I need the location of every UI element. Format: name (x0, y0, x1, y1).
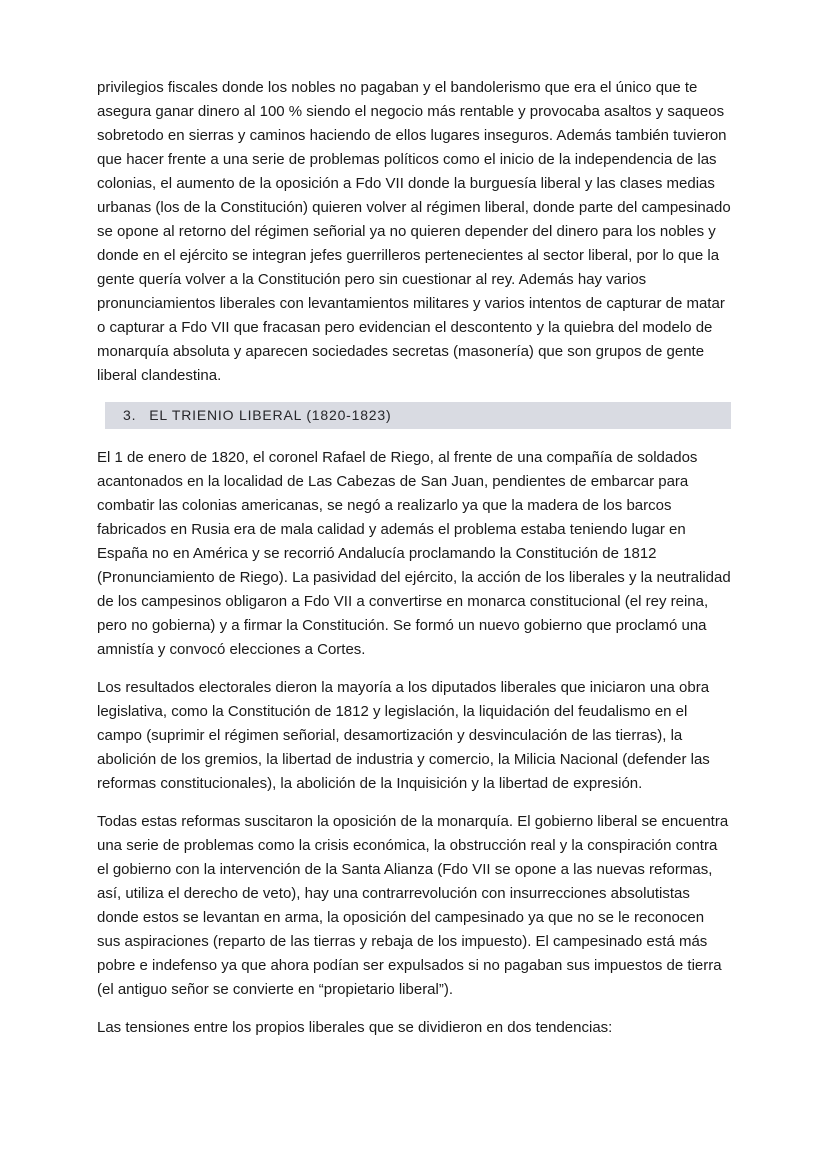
section-heading-number: 3. (123, 407, 137, 423)
paragraph-pronunciamiento-riego: El 1 de enero de 1820, el coronel Rafael de Riego, al frente de una compañía de soldados acantonados en la localidad de Las Cabezas de San Juan, pendientes de embarcar para combatir las colonias americanas, se negó a realizarlo ya que la madera de los barcos fabricados en Rusia era de mala calidad y además el problema estaba teniendo lugar en España no en América y se recorrió Andalucía proclamando la Constitución de 1812 (Pronunciamiento de Riego). La pasividad del ejército, la acción de los liberales y la neutralidad de los campesinos obligaron a Fdo VII a convertirse en monarca constitucional (el rey reina, pero no gobierna) y a firmar la Constitución. Se formó un nuevo gobierno que proclamó una amnistía y convocó elecciones a Cortes. (97, 449, 731, 658)
paragraph-oposicion-monarquia: Todas estas reformas suscitaron la oposición de la monarquía. El gobierno liberal se encuentra una serie de problemas como la crisis económica, la obstrucción real y la conspiración contra el gobierno con la intervención de la Santa Alianza (Fdo VII se opone a las nuevas reformas, así, utiliza el derecho de veto), hay una contrarrevolución con insurrecciones absolutistas donde estos se levantan en arma, la oposición del campesinado ya que no se le reconocen sus aspiraciones (reparto de las tierras y rebaja de los impuesto). El campesinado está más pobre e indefenso ya que ahora podían ser expulsados si no pagaban sus impuestos de tierra (el antiguo señor se convierte en “propietario liberal”). (97, 813, 729, 998)
section-heading-trienio-liberal (105, 402, 731, 429)
paragraph-fernando-vii-problems: privilegios fiscales donde los nobles no pagaban y el bandolerismo que era el único que te asegura ganar dinero al 100 % siendo el negocio más rentable y provocaba asaltos y saqueos sobretodo en sierras y caminos haciendo de ellos lugares inseguros. Además también tuvieron que hacer frente a una serie de problemas políticos como el inicio de la independencia de las colonias, el aumento de la oposición a Fdo VII donde la burguesía liberal y las clases medias urbanas (los de la Constitución) quieren volver al régimen liberal, donde parte del campesinado se opone al retorno del régimen señorial ya no quieren depender del dinero para los nobles y donde en el ejército se integran jefes guerrilleros pertenecientes al sector liberal, por lo que la gente quería volver a la Constitución pero sin cuestionar al rey. Además hay varios pronunciamientos liberales con levantamientos militares y varios intentos de capturar de matar o capturar a Fdo VII que fracasan pero evidencian el descontento y la quiebra del modelo de monarquía absoluta y aparecen sociedades secretas (masonería) que son grupos de gente liberal clandestina. (97, 79, 731, 384)
paragraph-resultados-electorales: Los resultados electorales dieron la mayoría a los diputados liberales que iniciaron una obra legislativa, como la Constitución de 1812 y legislación, la liquidación del feudalismo en el campo (suprimir el régimen señorial, desamortización y desvinculación de las tierras), la abolición de los gremios, la libertad de industria y comercio, la Milicia Nacional (defender las reformas constitucionales), la abolición de la Inquisición y la libertad de expresión. (97, 679, 710, 792)
section-heading-title: EL TRIENIO LIBERAL (1820-1823) (149, 407, 392, 423)
paragraph-tensiones-liberales: Las tensiones entre los propios liberales que se dividieron en dos tendencias: (97, 1019, 613, 1036)
